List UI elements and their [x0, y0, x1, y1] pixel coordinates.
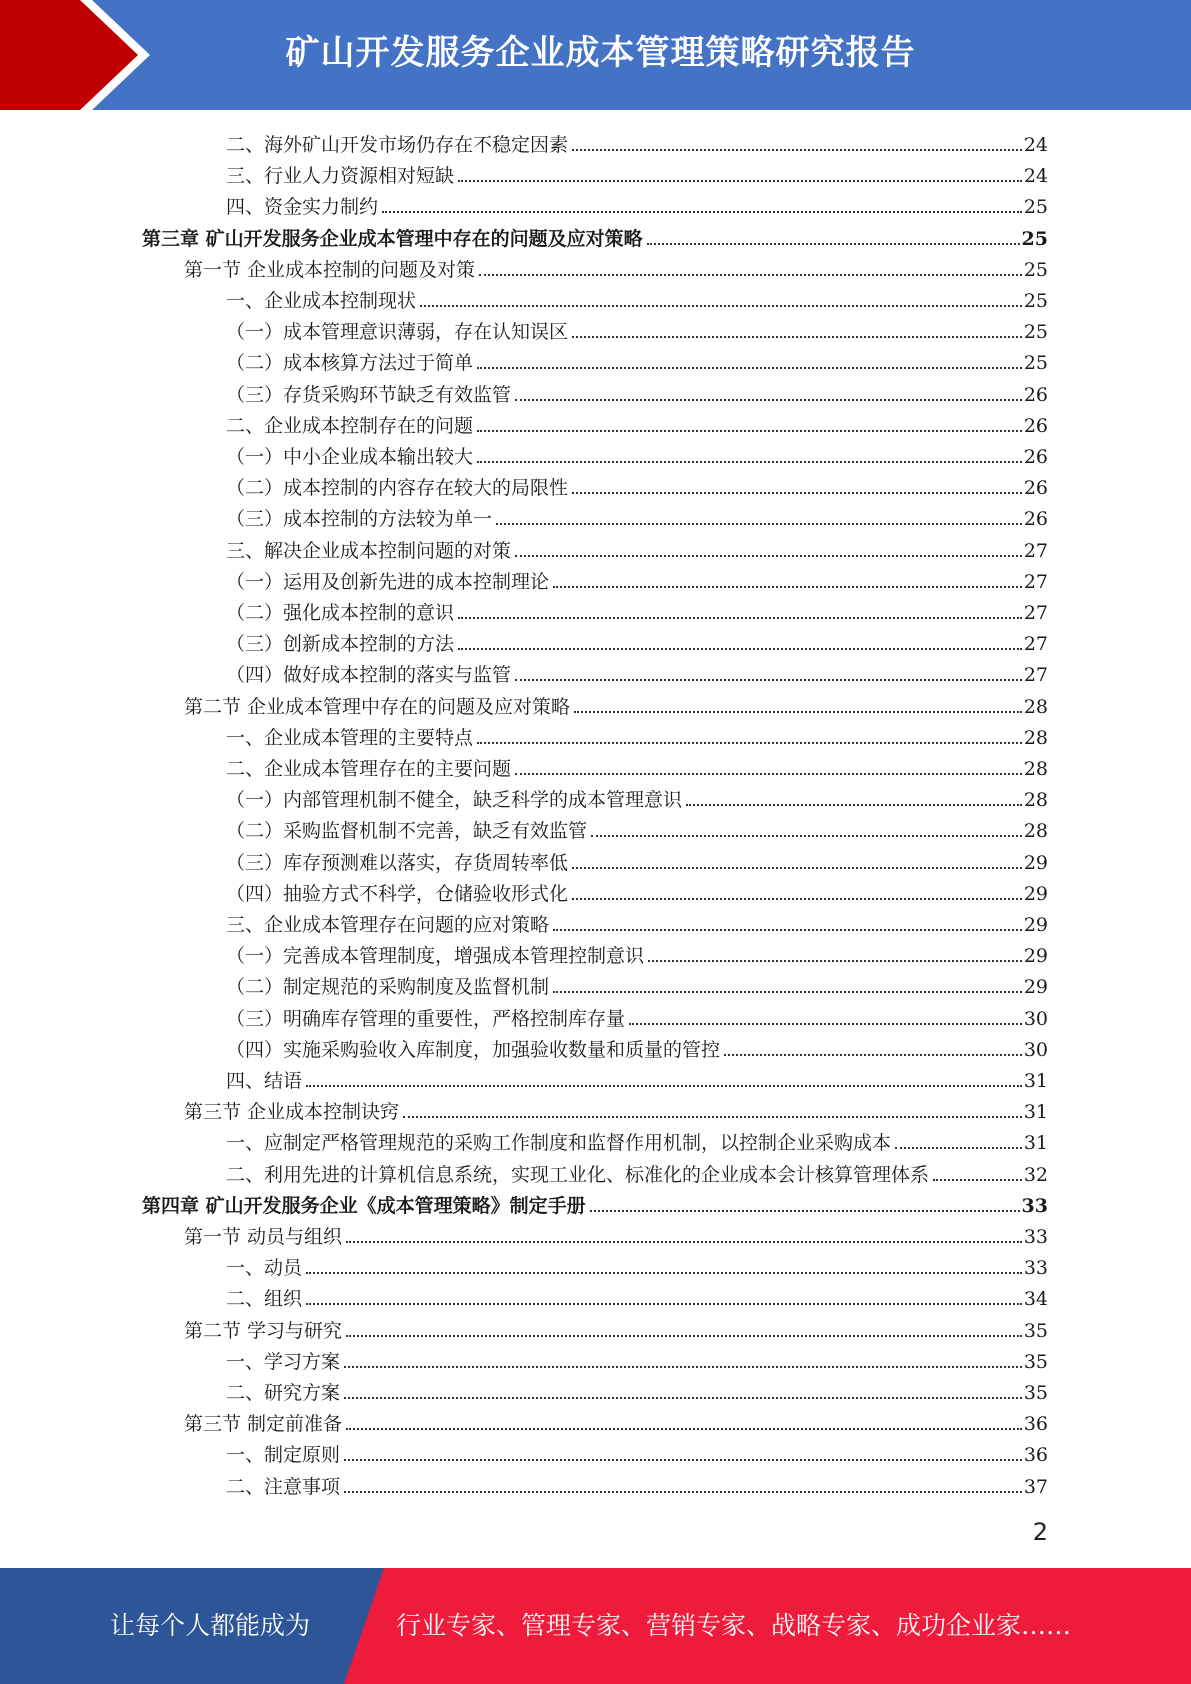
toc-entry-title: 二、企业成本管理存在的主要问题 — [226, 758, 512, 780]
footer-slogan-left: 让每个人都能成为 — [110, 1611, 311, 1640]
toc-page-number: 31 — [1023, 1101, 1048, 1124]
toc-page-number: 28 — [1023, 695, 1048, 718]
toc-page-number: 27 — [1023, 570, 1048, 593]
toc-item-row[interactable] — [226, 1343, 1048, 1374]
toc-page-number: 29 — [1023, 945, 1048, 968]
toc-page-number: 30 — [1023, 1007, 1048, 1030]
toc-entry-title: 二、注意事项 — [226, 1475, 341, 1498]
toc-item-row[interactable] — [226, 469, 1048, 500]
toc-page-number: 37 — [1023, 1475, 1048, 1498]
toc-dot-leader — [346, 1335, 1022, 1337]
toc-page-number: 25 — [1023, 321, 1048, 344]
toc-dot-leader — [895, 1147, 1022, 1149]
toc-section-row[interactable] — [184, 1405, 1048, 1436]
toc-dot-leader — [515, 399, 1022, 401]
toc-page-number: 28 — [1023, 758, 1048, 780]
toc-item-row[interactable] — [226, 875, 1048, 906]
toc-item-row[interactable] — [226, 1031, 1048, 1062]
toc-entry-title: （三）明确库存管理的重要性，严格控制库存量 — [226, 1007, 626, 1030]
toc-section-row[interactable] — [184, 1312, 1048, 1343]
toc-entry-title: （一）中小企业成本输出较大 — [226, 446, 474, 468]
toc-entry-title: （三）成本控制的方法较为单一 — [226, 508, 493, 531]
toc-page-number: 25 — [1023, 196, 1048, 219]
toc-section-row[interactable] — [184, 251, 1048, 282]
toc-dot-leader — [574, 711, 1022, 713]
toc-page-number: 29 — [1023, 882, 1048, 905]
toc-dot-leader — [420, 305, 1022, 307]
toc-entry-title: 一、动员 — [226, 1257, 303, 1280]
toc-dot-leader — [477, 461, 1022, 463]
toc-page-number: 29 — [1023, 976, 1048, 999]
page-number: 2 — [1032, 1518, 1048, 1546]
toc-item-row[interactable] — [226, 126, 1048, 157]
toc-dot-leader — [648, 960, 1022, 962]
toc-dot-leader — [306, 1303, 1022, 1305]
toc-item-row[interactable] — [226, 1249, 1048, 1280]
toc-item-row[interactable] — [226, 376, 1048, 407]
toc-item-row[interactable] — [226, 407, 1048, 438]
toc-entry-title: 三、企业成本管理存在问题的应对策略 — [226, 914, 550, 936]
toc-page-number: 26 — [1023, 508, 1048, 531]
toc-item-row[interactable] — [226, 594, 1048, 625]
toc-dot-leader — [344, 1397, 1022, 1399]
toc-item-row[interactable] — [226, 1374, 1048, 1405]
toc-page-number: 25 — [1023, 290, 1048, 312]
toc-item-row[interactable] — [226, 844, 1048, 875]
toc-item-row[interactable] — [226, 1468, 1048, 1499]
toc-dot-leader — [591, 835, 1022, 837]
toc-page-number: 31 — [1023, 1132, 1048, 1155]
toc-dot-leader — [553, 991, 1022, 993]
toc-dot-leader — [933, 1179, 1022, 1181]
toc-entry-title: 四、结语 — [226, 1070, 303, 1092]
toc-page-number: 35 — [1023, 1382, 1048, 1404]
toc-page-number: 27 — [1023, 602, 1048, 624]
toc-dot-leader — [686, 804, 1022, 806]
toc-dot-leader — [306, 1272, 1022, 1274]
toc-section-row[interactable] — [184, 1218, 1048, 1249]
toc-entry-title: （一）成本管理意识薄弱，存在认知误区 — [226, 321, 569, 344]
toc-item-row[interactable] — [226, 500, 1048, 531]
toc-item-row[interactable] — [226, 656, 1048, 687]
toc-page-number: 31 — [1023, 1070, 1048, 1092]
toc-page-number: 24 — [1023, 165, 1048, 188]
toc-entry-title: 二、企业成本控制存在的问题 — [226, 414, 474, 437]
toc-entry-title: 二、组织 — [226, 1288, 303, 1311]
toc-dot-leader — [515, 679, 1022, 681]
toc-entry-title: （一）内部管理机制不健全，缺乏科学的成本管理意识 — [226, 789, 683, 812]
toc-entry-title: （二）制定规范的采购制度及监督机制 — [226, 976, 550, 999]
toc-dot-leader — [647, 243, 1020, 245]
toc-dot-leader — [479, 274, 1022, 276]
toc-page-number: 26 — [1023, 446, 1048, 468]
toc-dot-leader — [403, 1116, 1022, 1118]
toc-section-row[interactable] — [184, 1093, 1048, 1124]
toc-item-row[interactable] — [226, 344, 1048, 375]
toc-dot-leader — [553, 586, 1022, 588]
toc-item-row[interactable] — [226, 313, 1048, 344]
toc-page-number: 29 — [1023, 851, 1048, 874]
toc-item-row[interactable] — [226, 937, 1048, 968]
toc-item-row[interactable] — [226, 563, 1048, 594]
toc-page-number: 35 — [1023, 1319, 1048, 1342]
toc-entry-title: 四、资金实力制约 — [226, 196, 379, 219]
toc-dot-leader — [572, 492, 1022, 494]
toc-item-row[interactable] — [226, 906, 1048, 937]
toc-entry-title: （三）库存预测难以落实，存货周转率低 — [226, 851, 569, 874]
toc-page-number: 27 — [1023, 664, 1048, 687]
toc-item-row[interactable] — [226, 625, 1048, 656]
toc-page-number: 28 — [1023, 726, 1048, 749]
toc-item-row[interactable] — [226, 968, 1048, 999]
toc-entry-title: 一、企业成本控制现状 — [226, 290, 417, 312]
toc-dot-leader — [346, 1428, 1022, 1430]
toc-item-row[interactable] — [226, 812, 1048, 843]
toc-entry-title: 第三节 制定前准备 — [184, 1413, 343, 1436]
toc-page-number: 27 — [1023, 539, 1048, 562]
toc-dot-leader — [306, 1085, 1022, 1087]
toc-entry-title: （三）创新成本控制的方法 — [226, 633, 455, 656]
toc-page-number: 33 — [1023, 1226, 1048, 1248]
toc-dot-leader — [458, 617, 1022, 619]
toc-entry-title: （一）运用及创新先进的成本控制理论 — [226, 570, 550, 593]
toc-dot-leader — [553, 929, 1022, 931]
toc-dot-leader — [344, 1366, 1022, 1368]
toc-page-number: 33 — [1023, 1257, 1048, 1280]
toc-item-row[interactable] — [226, 438, 1048, 469]
toc-entry-title: （一）完善成本管理制度，增强成本管理控制意识 — [226, 945, 645, 968]
toc-item-row[interactable] — [226, 1436, 1048, 1467]
toc-entry-title: 一、应制定严格管理规范的采购工作制度和监督作用机制，以控制企业采购成本 — [226, 1132, 892, 1155]
toc-item-row[interactable] — [226, 1000, 1048, 1031]
toc-dot-leader — [572, 898, 1022, 900]
toc-item-row[interactable] — [226, 719, 1048, 750]
toc-item-row[interactable] — [226, 750, 1048, 781]
toc-item-row[interactable] — [226, 188, 1048, 219]
toc-dot-leader — [496, 523, 1022, 525]
toc-page-number: 26 — [1023, 414, 1048, 437]
toc-page-number: 28 — [1023, 820, 1048, 843]
toc-page-number: 30 — [1023, 1038, 1048, 1061]
toc-page-number: 32 — [1023, 1163, 1048, 1186]
toc-entry-title: 一、制定原则 — [226, 1444, 341, 1467]
toc-dot-leader — [515, 773, 1022, 775]
toc-entry-title: 第三节 企业成本控制诀窍 — [184, 1101, 400, 1124]
toc-page-number: 26 — [1023, 383, 1048, 406]
toc-entry-title: （四）抽验方式不科学，仓储验收形式化 — [226, 882, 569, 905]
toc-entry-title: 第一节 企业成本控制的问题及对策 — [184, 258, 476, 281]
toc-entry-title: 第一节 动员与组织 — [184, 1226, 343, 1248]
toc-entry-title: （四）实施采购验收入库制度，加强验收数量和质量的管控 — [226, 1038, 721, 1061]
toc-page-number: 24 — [1023, 134, 1048, 156]
footer-banner — [0, 1568, 1191, 1684]
toc-item-row[interactable] — [226, 1062, 1048, 1093]
toc-item-row[interactable] — [226, 1280, 1048, 1311]
toc-entry-title: （二）采购监督机制不完善，缺乏有效监管 — [226, 820, 588, 843]
footer-slogan-right: 行业专家、管理专家、营销专家、战略专家、成功企业家…… — [396, 1611, 1072, 1640]
toc-entry-title: （三）存货采购环节缺乏有效监管 — [226, 383, 512, 406]
toc-page-number: 34 — [1023, 1288, 1048, 1311]
toc-entry-title: 一、企业成本管理的主要特点 — [226, 726, 474, 749]
toc-dot-leader — [572, 867, 1022, 869]
toc-page-number: 25 — [1023, 352, 1048, 375]
toc-entry-title: （二）成本核算方法过于简单 — [226, 352, 474, 375]
toc-dot-leader — [724, 1054, 1022, 1056]
toc-dot-leader — [572, 336, 1022, 338]
toc-entry-title: （二）强化成本控制的意识 — [226, 602, 455, 624]
toc-dot-leader — [590, 1210, 1020, 1212]
toc-section-row[interactable] — [184, 688, 1048, 719]
header-banner — [0, 0, 1191, 110]
toc-dot-leader — [629, 1023, 1022, 1025]
toc-entry-title: （二）成本控制的内容存在较大的局限性 — [226, 477, 569, 500]
toc-dot-leader — [477, 430, 1022, 432]
toc-entry-title: 第四章 矿山开发服务企业《成本管理策略》制定手册 — [142, 1194, 586, 1217]
toc-entry-title: 第二节 学习与研究 — [184, 1319, 343, 1342]
toc-page-number: 36 — [1023, 1413, 1048, 1436]
toc-chapter-row[interactable] — [142, 220, 1048, 251]
toc-dot-leader — [477, 742, 1022, 744]
toc-item-row[interactable] — [226, 781, 1048, 812]
toc-page-number: 35 — [1023, 1350, 1048, 1373]
toc-page-number: 33 — [1021, 1194, 1048, 1217]
toc-page-number: 25 — [1023, 258, 1048, 281]
toc-dot-leader — [515, 555, 1022, 557]
toc-entry-title: 一、学习方案 — [226, 1350, 341, 1373]
toc-dot-leader — [344, 1459, 1022, 1461]
toc-entry-title: （四）做好成本控制的落实与监管 — [226, 664, 512, 687]
toc-page-number: 29 — [1023, 914, 1048, 936]
toc-entry-title: 二、研究方案 — [226, 1382, 341, 1404]
toc-entry-title: 二、海外矿山开发市场仍存在不稳定因素 — [226, 134, 569, 156]
toc-item-row[interactable] — [226, 532, 1048, 563]
toc-chapter-row[interactable] — [142, 1187, 1048, 1218]
toc-dot-leader — [458, 180, 1022, 182]
toc-item-row[interactable] — [226, 157, 1048, 188]
toc-page-number: 36 — [1023, 1444, 1048, 1467]
toc-entry-title: 第二节 企业成本管理中存在的问题及应对策略 — [184, 695, 571, 718]
toc-page-number: 27 — [1023, 633, 1048, 656]
toc-entry-title: 二、利用先进的计算机信息系统，实现工业化、标准化的企业成本会计核算管理体系 — [226, 1163, 930, 1186]
toc-dot-leader — [344, 1491, 1022, 1493]
toc-dot-leader — [458, 648, 1022, 650]
toc-dot-leader — [572, 149, 1022, 151]
toc-item-row[interactable] — [226, 1124, 1048, 1155]
toc-item-row[interactable] — [226, 1156, 1048, 1187]
toc-dot-leader — [477, 367, 1022, 369]
toc-entry-title: 第三章 矿山开发服务企业成本管理中存在的问题及应对策略 — [142, 227, 643, 250]
toc-dot-leader — [346, 1241, 1022, 1243]
toc-page-number: 25 — [1021, 227, 1048, 250]
toc-entry-title: 三、解决企业成本控制问题的对策 — [226, 539, 512, 562]
toc-entry-title: 三、行业人力资源相对短缺 — [226, 165, 455, 188]
document-title: 矿山开发服务企业成本管理策略研究报告 — [285, 33, 916, 73]
toc-dot-leader — [382, 211, 1022, 213]
toc-page-number: 28 — [1023, 789, 1048, 812]
toc-item-row[interactable] — [226, 282, 1048, 313]
toc-page-number: 26 — [1023, 477, 1048, 500]
